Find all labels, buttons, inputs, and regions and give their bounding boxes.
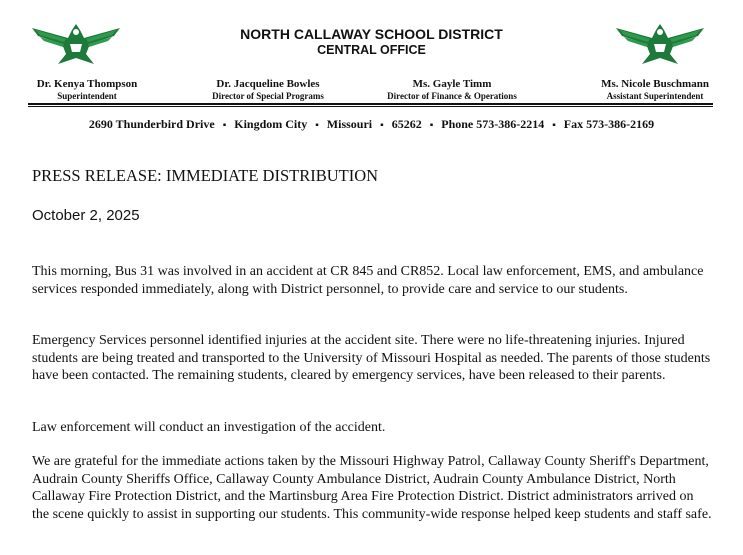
separator-icon: ▪ (315, 120, 319, 131)
press-release-heading: PRESS RELEASE: IMMEDIATE DISTRIBUTION (32, 166, 379, 185)
paragraph-accident: This morning, Bus 31 was involved in an accident at CR 845 and CR852. Local law enforcement, EMS, and ambulance services responded immediately, along with District personnel, to provide care and service to our students. (32, 264, 704, 297)
staff-special-programs (193, 78, 343, 102)
separator-icon: ▪ (552, 120, 556, 131)
separator-icon: ▪ (429, 120, 434, 131)
address-zip: 65262 (391, 117, 422, 131)
staff-superintendent (22, 78, 152, 102)
staff-name: Dr. Jacqueline Bowles (216, 78, 320, 90)
address-phone: Phone 573-386-2214 (441, 117, 545, 131)
staff-title: Director of Finance & Operations (387, 91, 517, 101)
paragraph-injuries: Emergency Services personnel identified injuries at the accident site. There were no life-threatening injuries. Injured students are being treated and transported to the University of Missouri Hospital as needed. The parents of those students have been contacted. The remaining students, cleared by emergency services, have been released to their parents. (32, 333, 711, 383)
paragraph-gratitude: We are grateful for the immediate actions taken by the Missouri Highway Patrol, Callaway County Sheriff's Department, Audrain County Sheriffs Office, Callaway County Ambulance District, Audrain County Ambulance District, North Callaway Fire Protection District, and the Martinsburg Area Fire Protection District. District administrators arrived on the scene quickly to assist in supporting our students. This community-wide response helped keep students and staff safe. (32, 454, 712, 522)
address-street: 2690 Thunderbird Drive (88, 117, 215, 131)
header-divider-thin (28, 106, 713, 107)
staff-name: Ms. Nicole Buschmann (601, 78, 709, 90)
district-name: NORTH CALLAWAY SCHOOL DISTRICT (240, 26, 503, 42)
staff-title: Superintendent (57, 91, 117, 101)
staff-name: Ms. Gayle Timm (412, 78, 492, 90)
staff-assistant-superintendent (584, 78, 726, 102)
address-city: Kingdom City (234, 117, 308, 131)
paragraph-investigation: Law enforcement will conduct an investigation of the accident. (32, 420, 386, 435)
staff-finance (370, 78, 534, 102)
header-divider (28, 103, 713, 105)
staff-title: Director of Special Programs (212, 91, 324, 101)
staff-title: Assistant Superintendent (606, 91, 704, 101)
staff-name: Dr. Kenya Thompson (36, 78, 138, 90)
address-line (0, 117, 743, 133)
address-fax: Fax 573-386-2169 (563, 117, 655, 131)
office-name: CENTRAL OFFICE (317, 43, 426, 57)
separator-icon: ▪ (380, 120, 384, 131)
separator-icon: ▪ (222, 120, 227, 131)
address-state: Missouri (326, 117, 373, 131)
release-date: October 2, 2025 (32, 207, 140, 224)
